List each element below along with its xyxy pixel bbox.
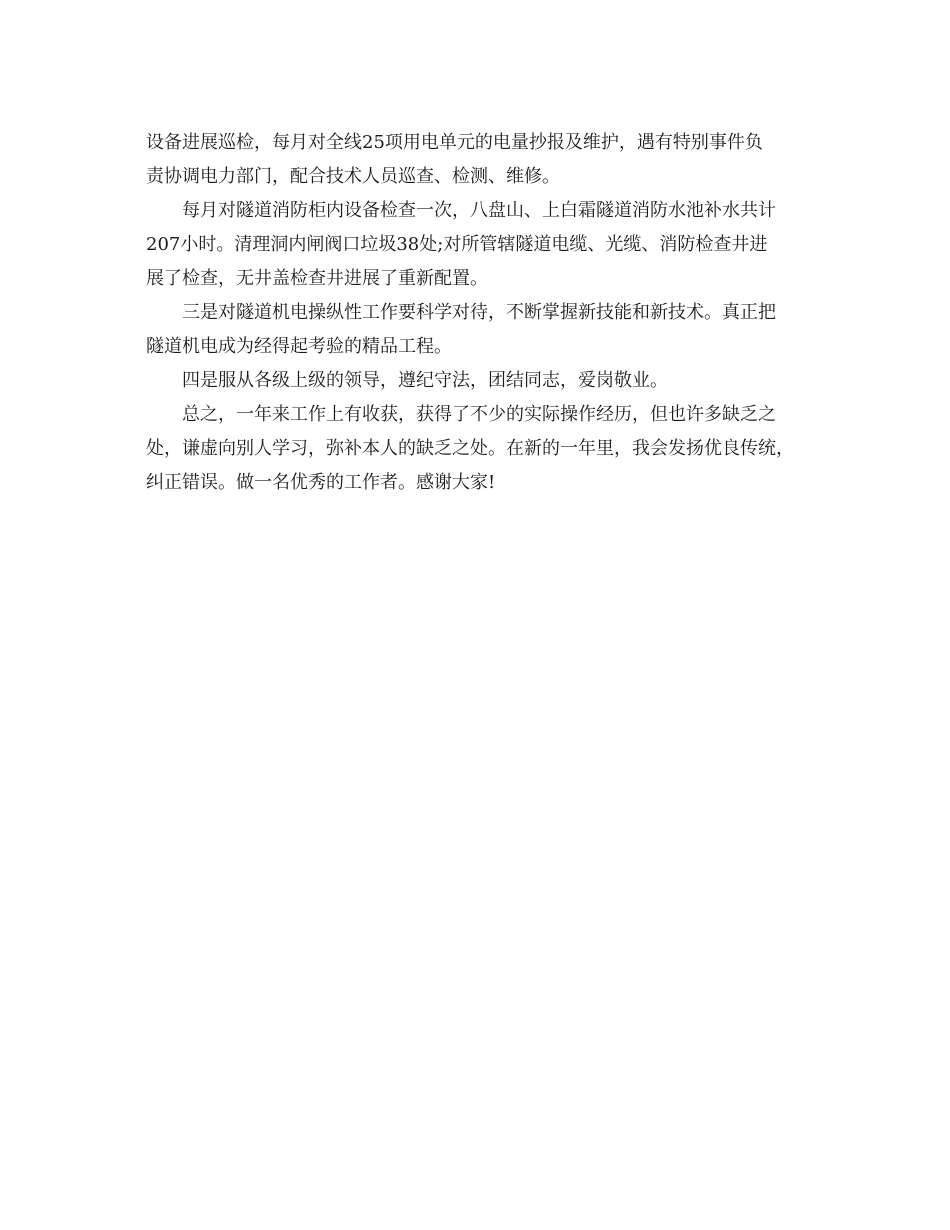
document-body bbox=[146, 126, 810, 500]
text-line-9: 总之，一年来工作上有收获，获得了不少的实际操作经历，但也许多缺乏之 bbox=[182, 404, 776, 425]
text-line-7: 隧道机电成为经得起考验的精品工程。 bbox=[146, 336, 452, 357]
text-line-1: 设备进展巡检，每月对全线25项用电单元的电量抄报及维护，遇有特别事件负 bbox=[146, 132, 763, 153]
text-line-11: 纠正错误。做一名优秀的工作者。感谢大家! bbox=[146, 472, 496, 493]
text-line-5: 展了检查，无井盖检查井进展了重新配置。 bbox=[146, 268, 488, 289]
text-line-6: 三是对隧道机电操纵性工作要科学对待，不断掌握新技能和新技术。真正把 bbox=[182, 302, 776, 323]
text-line-8: 四是服从各级上级的领导，遵纪守法，团结同志，爱岗敬业。 bbox=[182, 370, 668, 391]
text-line-3: 每月对隧道消防柜内设备检查一次，八盘山、上白霜隧道消防水池补水共计 bbox=[182, 200, 776, 221]
text-line-2: 责协调电力部门，配合技术人员巡查、检测、维修。 bbox=[146, 166, 560, 187]
text-line-10: 处，谦虚向别人学习，弥补本人的缺乏之处。在新的一年里，我会发扬优良传统， bbox=[146, 438, 794, 459]
text-line-4: 207小时。清理洞内闸阀口垃圾38处;对所管辖隧道电缆、光缆、消防检查井进 bbox=[146, 234, 768, 255]
